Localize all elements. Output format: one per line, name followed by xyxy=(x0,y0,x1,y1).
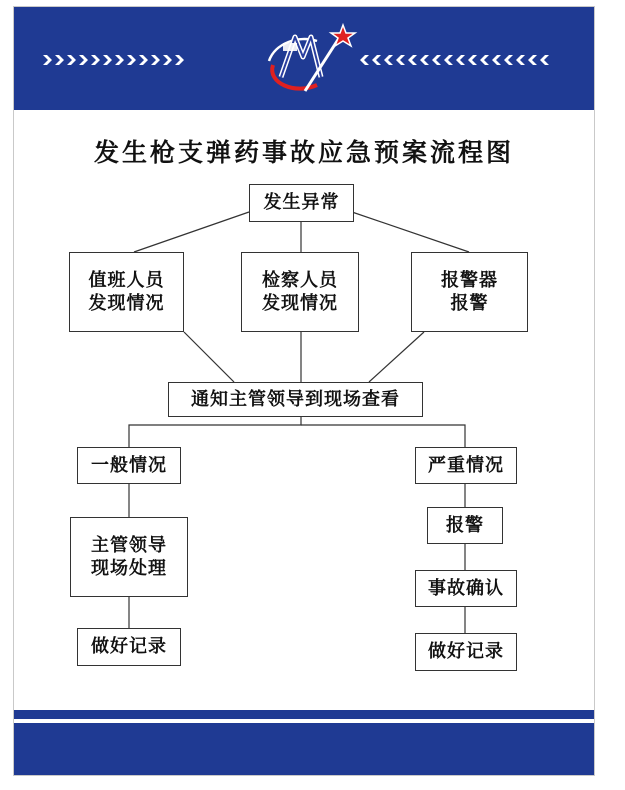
connector-alarm-notify xyxy=(369,332,424,382)
node-duty-staff-line1: 值班人员 xyxy=(88,269,165,291)
connector-anomaly-alarm xyxy=(352,212,469,252)
node-anomaly xyxy=(249,184,354,222)
node-report-police-label: 报警 xyxy=(446,514,484,536)
node-prosecutor xyxy=(241,252,359,332)
node-prosecutor-line1: 检察人员 xyxy=(262,269,338,291)
node-duty-staff xyxy=(69,252,184,332)
node-serious-label: 严重情况 xyxy=(428,454,504,476)
node-general-label: 一般情况 xyxy=(91,454,167,476)
node-anomaly-label: 发生异常 xyxy=(263,192,340,214)
page-title: 发生枪支弹药事故应急预案流程图 xyxy=(93,138,514,167)
node-general xyxy=(77,447,181,484)
node-confirm-label: 事故确认 xyxy=(428,577,504,599)
node-alarm-device xyxy=(411,252,528,332)
node-serious xyxy=(415,447,517,484)
footer-banner xyxy=(14,723,594,775)
flowchart-board xyxy=(13,6,595,776)
node-record-left-label: 做好记录 xyxy=(91,636,167,658)
node-record-left xyxy=(77,628,181,666)
node-prosecutor-line2: 发现情况 xyxy=(262,293,338,314)
connector-notify-serious xyxy=(301,425,465,447)
node-alarm-device-line2: 报警 xyxy=(450,293,489,314)
node-record-right-label: 做好记录 xyxy=(428,641,504,663)
node-record-right xyxy=(415,633,517,671)
node-notify-label: 通知主管领导到现场查看 xyxy=(191,388,400,410)
node-supervisor-line2: 现场处理 xyxy=(91,558,167,579)
node-report-police xyxy=(427,507,503,544)
connector-notify-general xyxy=(129,417,301,447)
node-confirm xyxy=(415,570,517,607)
node-duty-staff-line2: 发现情况 xyxy=(88,293,165,314)
node-supervisor xyxy=(70,517,188,597)
node-alarm-device-line1: 报警器 xyxy=(441,269,498,291)
connector-anomaly-duty xyxy=(134,212,249,252)
node-notify xyxy=(168,382,423,417)
footer-stripe xyxy=(14,710,594,719)
node-supervisor-line1: 主管领导 xyxy=(91,534,167,556)
connector-duty-notify xyxy=(184,332,234,382)
